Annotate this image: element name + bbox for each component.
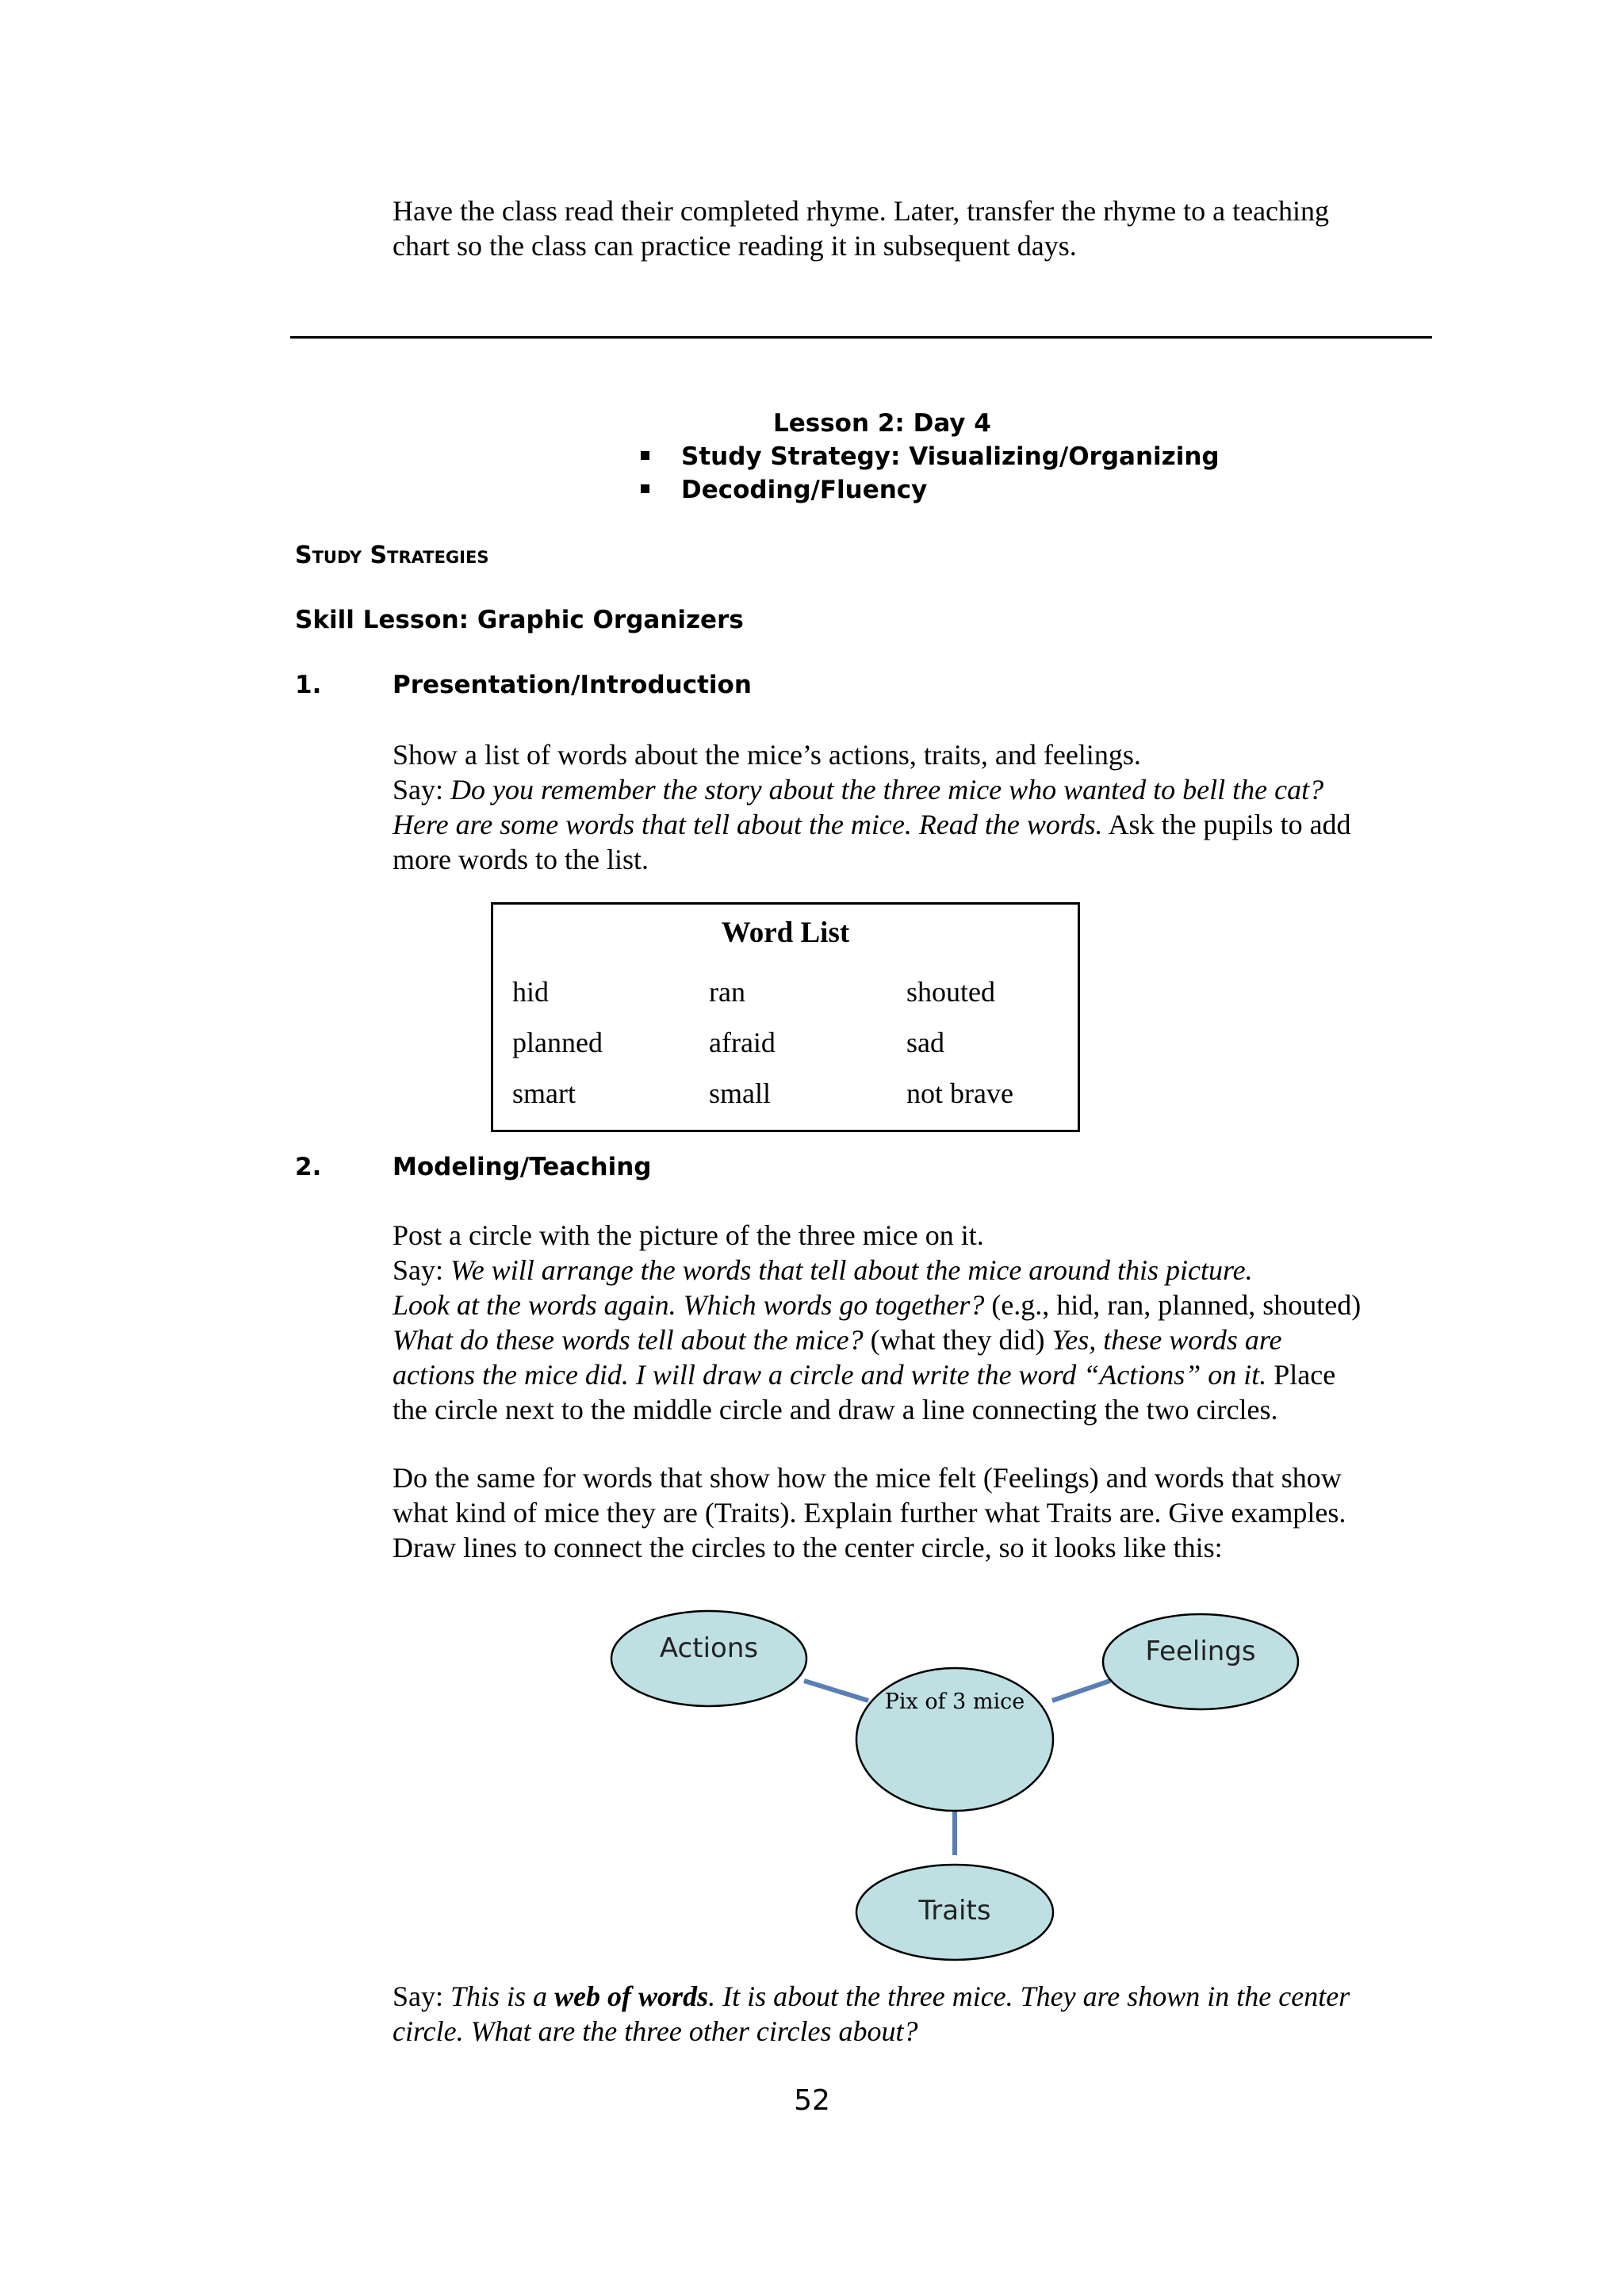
word-cell: planned — [512, 1027, 603, 1058]
connector-actions — [804, 1681, 868, 1701]
step-2-line-2 — [393, 1253, 1447, 1288]
italic-text: actions the mice did. I will draw a circle and write the word “Actions” on it. — [393, 1359, 1267, 1391]
step-1-line-4: more words to the list. — [393, 844, 649, 875]
italic-text: Look at the words again. Which words go together? — [393, 1289, 985, 1321]
step-2-number: 2. — [295, 1153, 322, 1181]
word-cell: sad — [906, 1027, 944, 1058]
intro-line-1: Have the class read their completed rhyme. Later, transfer the rhyme to a teaching — [393, 195, 1330, 227]
italic-text: circle. What are the three other circles about? — [393, 2015, 918, 2047]
lesson-bullet-decoding — [641, 474, 927, 506]
lesson-title: Lesson 2: Day 4 — [773, 409, 991, 438]
web-diagram — [603, 1601, 1316, 1982]
bullet-text: Decoding/Fluency — [681, 476, 928, 504]
bullet-text: Study Strategy: Visualizing/Organizing — [681, 442, 1220, 471]
step-2-para-2-line-3: Draw lines to connect the circles to the center circle, so it looks like this: — [393, 1532, 1223, 1563]
node-actions-label: Actions — [659, 1632, 759, 1664]
step-2-line-5 — [393, 1357, 1447, 1392]
word-cell: hid — [512, 976, 550, 1008]
word-cell: smart — [512, 1077, 576, 1109]
intro-line-2: chart so the class can practice reading it in subsequent days. — [393, 230, 1077, 262]
italic-text: Yes, these words are — [1051, 1324, 1282, 1356]
word-cell: afraid — [709, 1027, 776, 1058]
square-bullet-icon — [641, 484, 649, 493]
word-list-box — [491, 902, 1080, 1132]
step-1-line-1: Show a list of words about the mice’s actions, traits, and feelings. — [393, 739, 1141, 771]
node-center-label: Pix of 3 mice — [884, 1689, 1025, 1714]
step-2-line-6: the circle next to the middle circle and draw a line connecting the two circles. — [393, 1394, 1278, 1425]
step-2-line-3 — [393, 1288, 1447, 1322]
lesson-bullet-study-strategy — [641, 441, 1220, 473]
step-2-title: Modeling/Teaching — [393, 1153, 652, 1181]
italic-text: . It is about the three mice. They are shown in the center — [708, 1980, 1350, 2012]
page-number: 52 — [794, 2084, 830, 2117]
plain-text: Place — [1266, 1359, 1336, 1391]
italic-text: This is a — [450, 1980, 555, 2012]
plain-text: (e.g., hid, ran, planned, shouted) — [984, 1289, 1362, 1321]
word-list-title: Word List — [721, 916, 850, 949]
italic-text: Do you remember the story about the three mice who wanted to bell the cat? — [450, 774, 1324, 806]
closing-line-1 — [393, 1979, 1447, 2014]
italic-text: Here are some words that tell about the mice. Read the words. — [393, 809, 1103, 840]
italic-text: We will arrange the words that tell about the mice around this picture. — [450, 1254, 1253, 1286]
step-2-line-1: Post a circle with the picture of the three mice on it. — [393, 1219, 984, 1251]
word-cell: ran — [709, 976, 745, 1008]
closing-line-2 — [393, 2014, 1447, 2049]
node-traits-label: Traits — [918, 1895, 991, 1927]
step-1-line-2 — [393, 772, 1447, 807]
step-2-para-2-line-2: what kind of mice they are (Traits). Explain further what Traits are. Give examples. — [393, 1497, 1346, 1529]
step-2-para-2-line-1: Do the same for words that show how the mice felt (Feelings) and words that show — [393, 1462, 1342, 1494]
step-1-number: 1. — [295, 671, 322, 699]
section-label: Study Strategies — [295, 541, 489, 569]
step-2-line-4 — [393, 1322, 1447, 1357]
plain-text: Ask the pupils to add — [1102, 809, 1351, 840]
node-feelings-label: Feelings — [1145, 1636, 1256, 1667]
plain-text: (what they did) — [863, 1324, 1052, 1356]
word-cell: shouted — [906, 976, 995, 1008]
step-1-title: Presentation/Introduction — [393, 671, 752, 699]
horizontal-rule — [290, 336, 1432, 339]
italic-text: What do these words tell about the mice? — [393, 1324, 864, 1356]
say-prefix: Say: — [393, 1980, 451, 2012]
connector-feelings — [1052, 1681, 1110, 1701]
step-1-line-3 — [393, 807, 1447, 842]
say-prefix: Say: — [393, 774, 451, 806]
say-prefix: Say: — [393, 1254, 451, 1286]
word-cell: small — [709, 1077, 771, 1109]
square-bullet-icon — [641, 451, 649, 460]
bold-italic-text: web of words — [554, 1980, 709, 2012]
skill-lesson-heading: Skill Lesson: Graphic Organizers — [295, 606, 744, 634]
word-cell: not brave — [906, 1077, 1013, 1109]
